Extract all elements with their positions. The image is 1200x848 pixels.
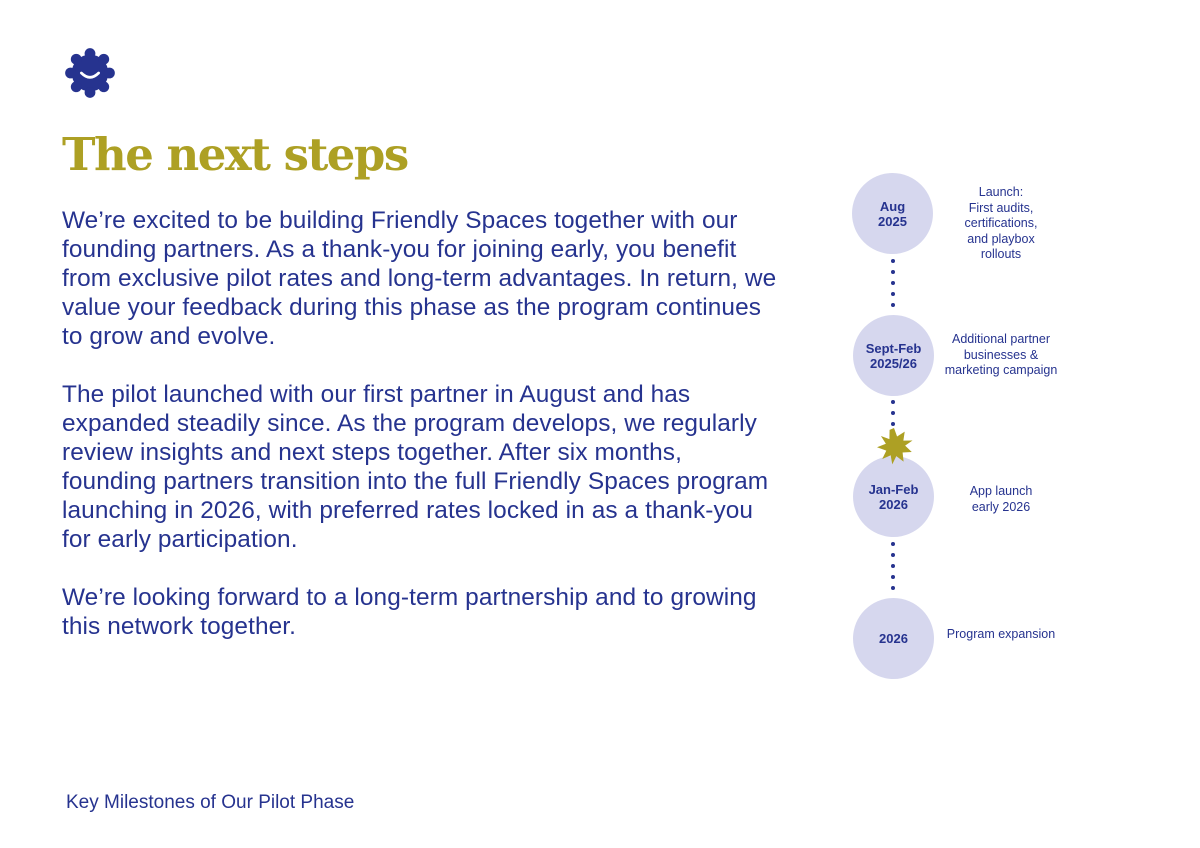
milestone-year: 2025/26 — [870, 355, 917, 371]
milestone-date-circle — [853, 315, 934, 396]
timeline-connector — [891, 259, 895, 314]
milestone-date-circle — [853, 456, 934, 537]
timeline-caption: Key Milestones of Our Pilot Phase — [66, 792, 355, 813]
milestone-date: 2026 — [879, 631, 908, 646]
milestone-date-circle — [852, 173, 933, 254]
milestone-description: Additional partner businesses & marketing campaign — [944, 332, 1058, 377]
paragraph-intro: We’re excited to be building Friendly Spaces together with our founding partners. As a thank-you for joining early, you benefit from exclusive pilot rates and long-term advantages. In return, we value your feedback during this phase as the program continues to grow and evolve. — [62, 207, 777, 350]
milestone-date-circle — [853, 598, 934, 679]
milestone-description: Launch: First audits, certifications, and playbox rollouts — [964, 185, 1038, 261]
page-title: The next steps — [62, 128, 408, 181]
sun-star-icon — [873, 428, 915, 468]
milestone-year: 2025 — [878, 213, 907, 229]
milestone-description: App launch early 2026 — [969, 484, 1033, 514]
milestone-date: Sept-Feb — [865, 340, 922, 356]
timeline-connector — [891, 542, 895, 597]
milestone-description: Program expansion — [946, 627, 1056, 641]
paragraph-pilot: The pilot launched with our first partner in August and has expanded steadily since. As the program develops, we regularly review insights and next steps together. After six months, founding partners transition into the full Friendly Spaces program launching in 2026, with preferred rates locked in as a thank-you for early participation. — [62, 381, 769, 553]
milestone-year: 2026 — [879, 496, 908, 512]
smiling-sun-logo-icon — [62, 46, 118, 100]
paragraph-closing: We’re looking forward to a long-term partnership and to growing this network together. — [62, 584, 757, 640]
milestone-date: Jan-Feb — [868, 481, 919, 497]
milestone-date: Aug — [879, 198, 906, 214]
intro-text — [62, 206, 782, 670]
